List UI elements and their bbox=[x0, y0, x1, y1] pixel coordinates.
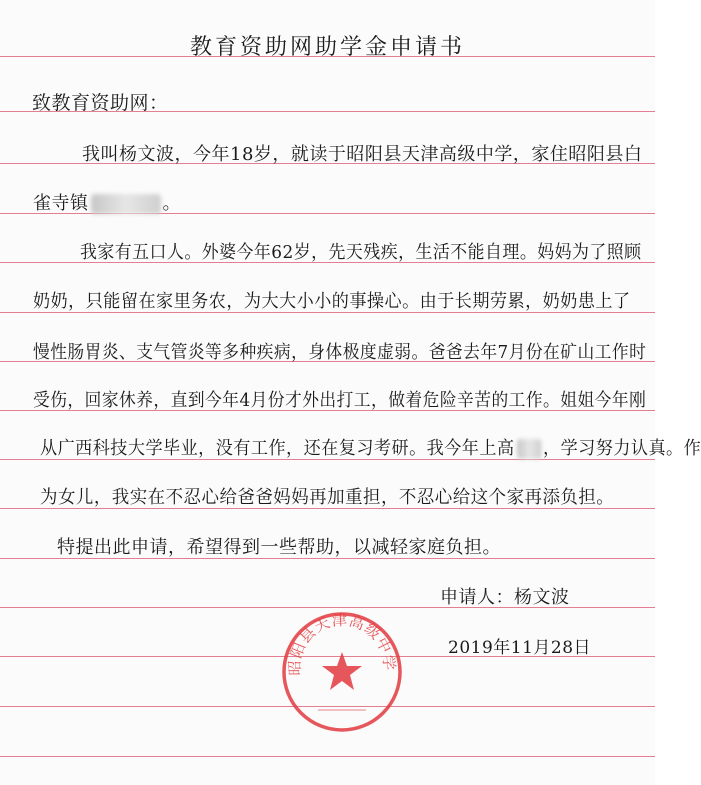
seal-star-icon bbox=[322, 652, 362, 690]
letter-title: 教育资助网助学金申请书 bbox=[189, 35, 465, 60]
redacted-grade bbox=[516, 439, 541, 459]
paragraph3: 特提出此申请，希望得到一些帮助，以减轻家庭负担。 bbox=[57, 537, 501, 558]
paragraph1-line2-suffix: 。 bbox=[162, 193, 181, 214]
paragraph2-line5-prefix: 从广西科技大学毕业，没有工作，还在复习考研。我今年上高 bbox=[40, 438, 515, 459]
paragraph2-line6: 为女儿，我实在不忍心给爸爸妈妈再加重担，不忍心给这个家再添负担。 bbox=[40, 487, 615, 508]
paragraph2-line4: 受伤，回家休养，直到今年4月份才外出打工，做着危险辛苦的工作。姐姐今年刚 bbox=[33, 390, 647, 411]
salutation: 致教育资助网： bbox=[32, 92, 169, 114]
application-date: 2019年11月28日 bbox=[448, 638, 592, 658]
paragraph1-line2 bbox=[33, 189, 181, 215]
paragraph2-line3: 慢性肠胃炎、支气管炎等多种疾病，身体极度虚弱。爸爸去年7月份在矿山工作时 bbox=[33, 342, 647, 363]
paragraph1-line1: 我叫杨文波，今年18岁，就读于昭阳县天津高级中学，家住昭阳县白 bbox=[82, 144, 643, 165]
paragraph2-line5-suffix: ，学习努力认真。作 bbox=[543, 438, 701, 459]
paragraph2-line5 bbox=[40, 434, 701, 460]
paragraph1-line2-prefix: 雀寺镇 bbox=[33, 193, 89, 214]
paragraph2-line2: 奶奶，只能留在家里务农，为大大小小的事操心。由于长期劳累，奶奶患上了 bbox=[33, 291, 631, 312]
school-seal-stamp bbox=[280, 610, 404, 734]
seal-text: 昭阳县天津高级中学 bbox=[285, 610, 399, 676]
applicant-signature: 申请人：杨文波 bbox=[440, 587, 570, 608]
ruled-line bbox=[0, 756, 655, 757]
paragraph2-line1: 我家有五口人。外婆今年62岁，先天残疾，生活不能自理。妈妈为了照顾 bbox=[80, 242, 642, 263]
redacted-address bbox=[91, 194, 161, 214]
